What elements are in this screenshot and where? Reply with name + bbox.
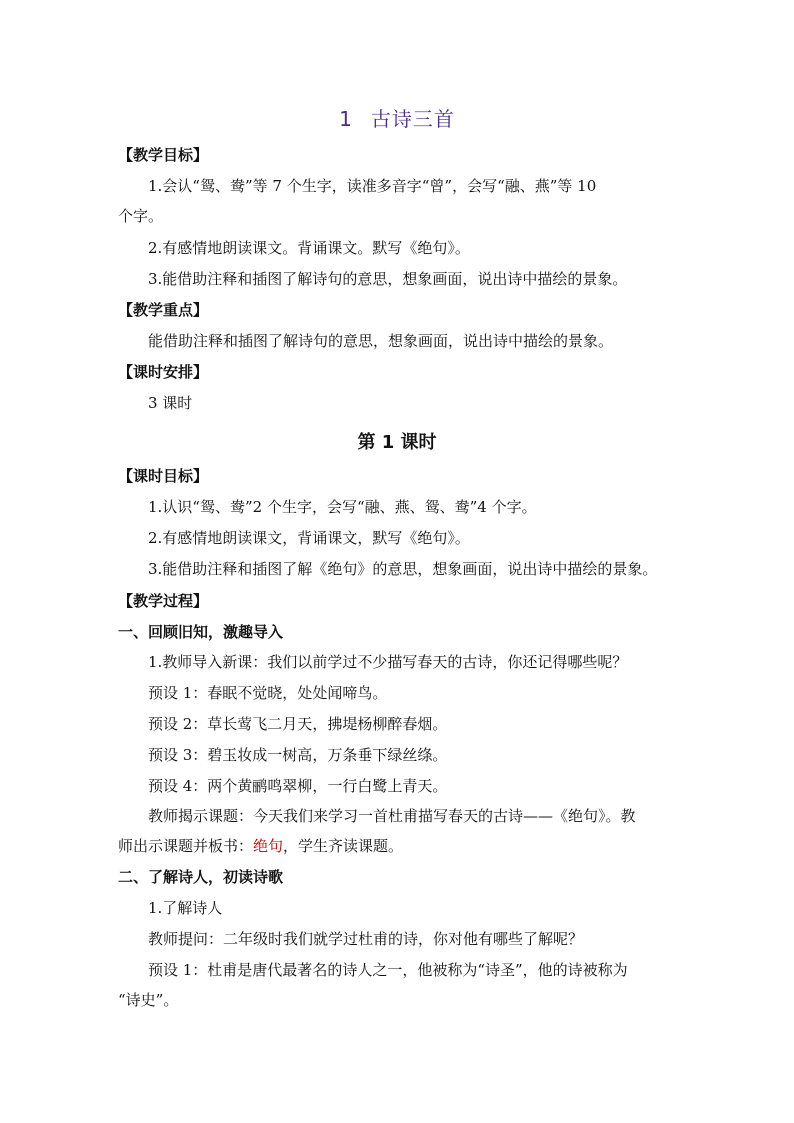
title-number: 1 — [339, 107, 353, 131]
process-2-line-1: 1.了解诗人 — [148, 899, 223, 917]
section-heading-schedule: 【课时安排】 — [118, 363, 209, 381]
goal-line-3: 3.能借助注释和插图了解诗句的意思，想象画面，说出诗中描绘的景象。 — [148, 270, 628, 288]
lesson-goal-line-2: 2.有感情地朗读课文，背诵课文，默写《绝句》。 — [148, 529, 470, 547]
goal-line-1: 1.会认“鸳、鸯”等 7 个生字，读准多音字“曾”，会写“融、燕”等 10 — [148, 177, 597, 195]
section-heading-process: 【教学过程】 — [118, 592, 209, 610]
process-1-line-7-c: ，学生齐读课题。 — [283, 837, 404, 855]
process-1-line-1: 1.教师导入新课：我们以前学过不少描写春天的古诗，你还记得哪些呢？ — [148, 653, 628, 671]
schedule-line: 3 课时 — [148, 394, 193, 412]
process-part-2-heading: 二、了解诗人，初读诗歌 — [118, 868, 284, 886]
goal-line-1-cont: 个字。 — [118, 207, 164, 225]
process-1-line-3: 预设 2：草长莺飞二月天，拂堤杨柳醉春烟。 — [148, 715, 448, 733]
page-title — [0, 103, 794, 132]
process-1-line-2: 预设 1：春眠不觉晓，处处闻啼鸟。 — [148, 684, 388, 702]
process-2-line-2: 教师提问：二年级时我们就学过杜甫的诗，你对他有哪些了解呢？ — [148, 930, 584, 948]
process-2-line-4: “诗史”。 — [118, 991, 179, 1009]
section-heading-key-points: 【教学重点】 — [118, 301, 209, 319]
process-part-1-heading: 一、回顾旧知，激趣导入 — [118, 623, 284, 641]
section-heading-lesson-goals: 【课时目标】 — [118, 467, 209, 485]
title-text: 古诗三首 — [370, 107, 455, 131]
lesson-title: 第 1 课时 — [357, 432, 437, 453]
lesson-goal-line-1: 1.认识“鸳、鸯”2 个生字，会写“融、燕、鸳、鸯”4 个字。 — [148, 498, 537, 516]
process-1-line-6: 教师揭示课题：今天我们来学习一首杜甫描写春天的古诗——《绝句》。教 — [148, 807, 636, 825]
process-1-line-5: 预设 4：两个黄鹂鸣翠柳，一行白鹭上青天。 — [148, 777, 448, 795]
process-1-line-7-a: 师出示课题并板书： — [118, 837, 254, 855]
section-heading-goals: 【教学目标】 — [118, 146, 209, 164]
lesson-goal-line-3: 3.能借助注释和插图了解《绝句》的意思，想象画面，说出诗中描绘的景象。 — [148, 560, 658, 578]
board-title-highlight: 绝句 — [253, 837, 284, 855]
goal-line-2: 2.有感情地朗读课文。背诵课文。默写《绝句》。 — [148, 239, 470, 257]
process-1-line-4: 预设 3：碧玉妆成一树高，万条垂下绿丝绦。 — [148, 746, 448, 764]
process-2-line-3: 预设 1：杜甫是唐代最著名的诗人之一，他被称为“诗圣”，他的诗被称为 — [148, 961, 628, 979]
process-1-line-7 — [118, 836, 403, 856]
key-point-line: 能借助注释和插图了解诗句的意思，想象画面，说出诗中描绘的景象。 — [148, 332, 614, 350]
